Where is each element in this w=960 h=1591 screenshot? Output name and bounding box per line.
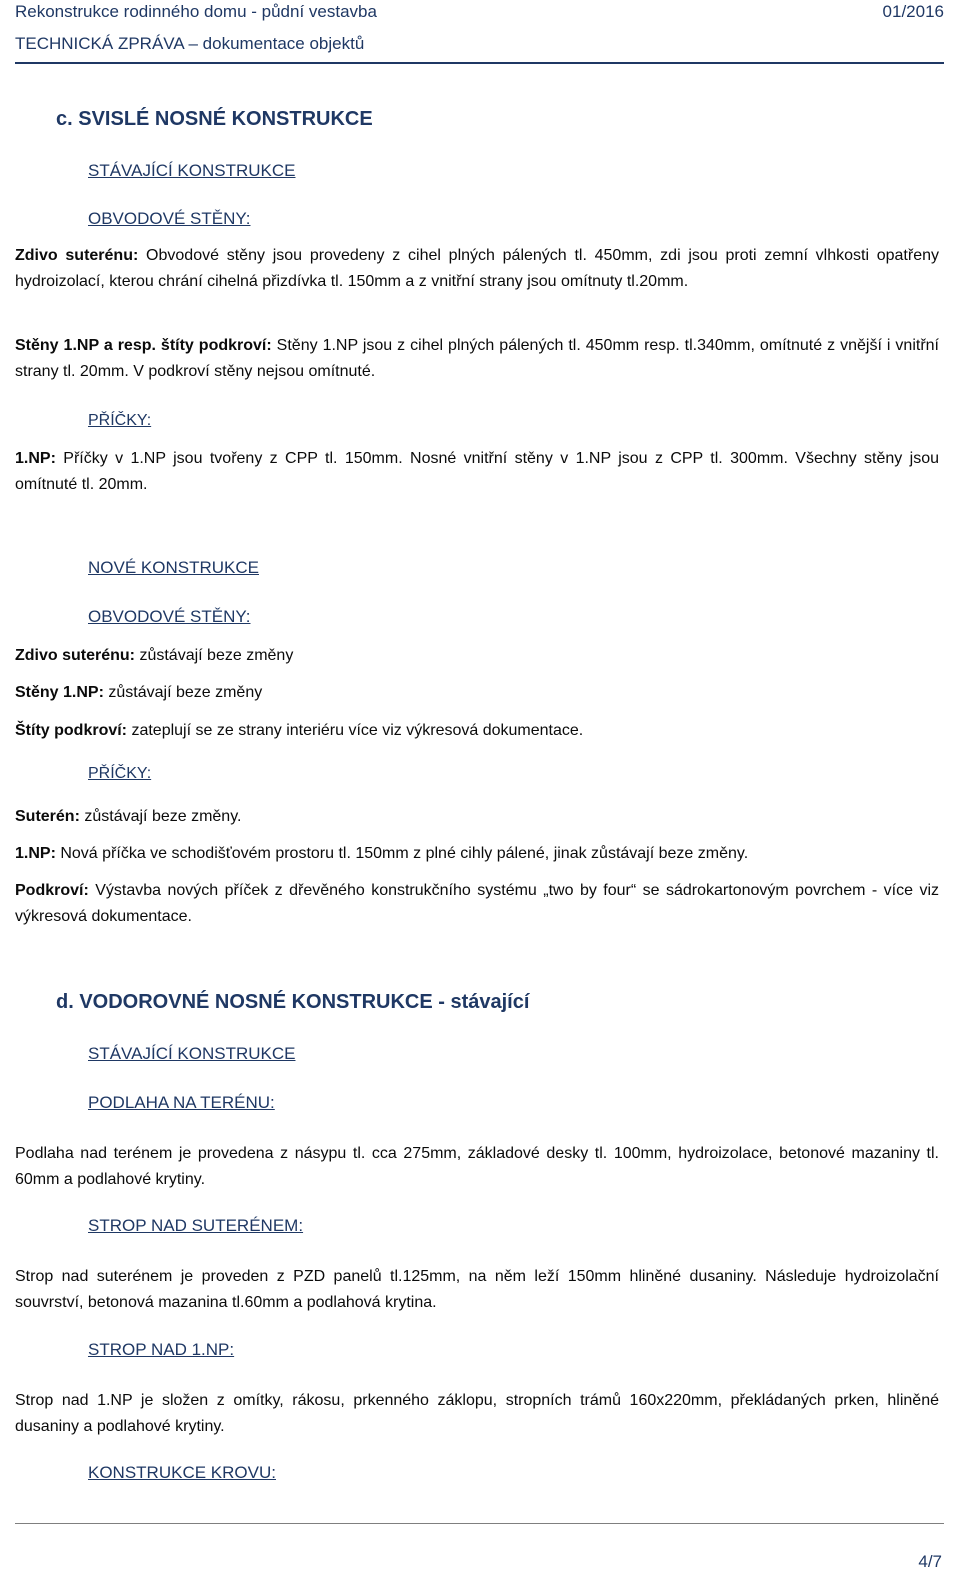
new-outer-walls-heading: OBVODOVÉ STĚNY: (88, 607, 251, 626)
text-basement-new: zůstávají beze změny (135, 647, 294, 664)
label-basement-partitions: Suterén: (15, 808, 80, 825)
page-number: 4/7 (918, 1552, 942, 1571)
text-walls-1np: Stěny 1.NP jsou z cihel plných pálených tl. 450mm resp. tl.340mm, omítnuté z vnější i vnitřní strany tl. 20mm. V podkroví stěny nejsou omítnuté. (15, 337, 939, 380)
text-basement-partitions: zůstávají beze změny. (79, 808, 242, 825)
paragraph-walls-1np (15, 333, 939, 385)
section-c-title: c. SVISLÉ NOSNÉ KONSTRUKCE (56, 108, 373, 130)
line-basement-partitions (15, 804, 939, 830)
line-1np-partition (15, 841, 939, 867)
paragraph-basement-walls (15, 243, 939, 295)
label-attic: Podkroví: (15, 882, 89, 899)
existing-constructions-heading: STÁVAJÍCÍ KONSTRUKCE (88, 161, 296, 180)
label-walls-1np-new: Stěny 1.NP: (15, 684, 104, 701)
label-partitions-1np: 1.NP: (15, 450, 56, 467)
new-partitions-heading: PŘÍČKY: (88, 765, 152, 782)
text-1np-partition: Nová příčka ve schodišťovém prostoru tl. 150mm z plné cihly pálené, jinak zůstávají beze změny. (55, 845, 749, 862)
paragraph-floor-on-ground: Podlaha nad terénem je provedena z násypu tl. cca 275mm, základové desky tl. 100mm, hydroizolace, betonové mazaniny tl. 60mm a podlahové krytiny. (15, 1145, 939, 1188)
text-attic: Výstavba nových příček z dřevěného konstrukčního systému „two by four“ se sádrokartonovým povrchem - více viz výkresová dokumentace. (15, 882, 939, 925)
partitions-heading: PŘÍČKY: (88, 412, 152, 429)
document-date: 01/2016 (882, 2, 944, 21)
label-basement-new: Zdivo suterénu: (15, 647, 136, 664)
line-gables-insulation (15, 718, 939, 744)
ceiling-basement-heading: STROP NAD SUTERÉNEM: (88, 1216, 304, 1235)
document-subtitle: TECHNICKÁ ZPRÁVA – dokumentace objektů (15, 34, 365, 53)
line-walls-1np-unchanged (15, 680, 939, 706)
footer-divider (15, 1523, 944, 1524)
document-subheader (15, 34, 944, 54)
label-1np-partition: 1.NP: (15, 845, 56, 862)
label-basement-walls: Zdivo suterénu: (15, 247, 139, 264)
document-header (15, 2, 944, 22)
document-title: Rekonstrukce rodinného domu - půdní vestavba (15, 2, 377, 21)
text-walls-1np-new: zůstávají beze změny (103, 684, 263, 701)
outer-walls-heading: OBVODOVÉ STĚNY: (88, 209, 251, 228)
label-gables: Štíty podkroví: (15, 722, 128, 739)
ceiling-1np-heading: STROP NAD 1.NP: (88, 1340, 235, 1359)
text-partitions-1np: Příčky v 1.NP jsou tvořeny z CPP tl. 150mm. Nosné vnitřní stěny v 1.NP jsou z CPP tl. 300mm. Všechny stěny jsou omítnuté tl. 20mm. (15, 450, 939, 493)
paragraph-attic-partitions (15, 878, 939, 930)
new-constructions-heading: NOVÉ KONSTRUKCE (88, 558, 259, 577)
paragraph-ceiling-basement: Strop nad suterénem je proveden z PZD panelů tl.125mm, na něm leží 150mm hliněné dusaniny. Následuje hydroizolační souvrství, betonová mazanina tl.60mm a podlahová krytina. (15, 1268, 939, 1311)
header-divider (15, 62, 944, 64)
section-d-title: d. VODOROVNÉ NOSNÉ KONSTRUKCE - stávající (56, 991, 530, 1013)
roof-structure-heading: KONSTRUKCE KROVU: (88, 1463, 276, 1482)
text-basement-walls: Obvodové stěny jsou provedeny z cihel plných pálených tl. 450mm, zdi jsou proti zemní vlhkosti opatřeny hydroizolací, kterou chrání cihelná přizdívka tl. 150mm a z vnitřní strany jsou omítnuty tl.20mm. (15, 247, 939, 290)
paragraph-partitions-1np (15, 446, 939, 498)
text-gables: zateplují se ze strany interiéru více viz výkresová dokumentace. (127, 722, 584, 739)
line-basement-unchanged (15, 643, 939, 669)
label-walls-1np: Stěny 1.NP a resp. štíty podkroví: (15, 337, 272, 354)
paragraph-ceiling-1np: Strop nad 1.NP je složen z omítky, rákosu, prkenného záklopu, stropních trámů 160x220mm, překládaných prken, hliněné dusaniny a podlahové krytiny. (15, 1392, 939, 1435)
floor-on-ground-heading: PODLAHA NA TERÉNU: (88, 1093, 275, 1112)
section-d-existing-heading: STÁVAJÍCÍ KONSTRUKCE (88, 1044, 296, 1063)
